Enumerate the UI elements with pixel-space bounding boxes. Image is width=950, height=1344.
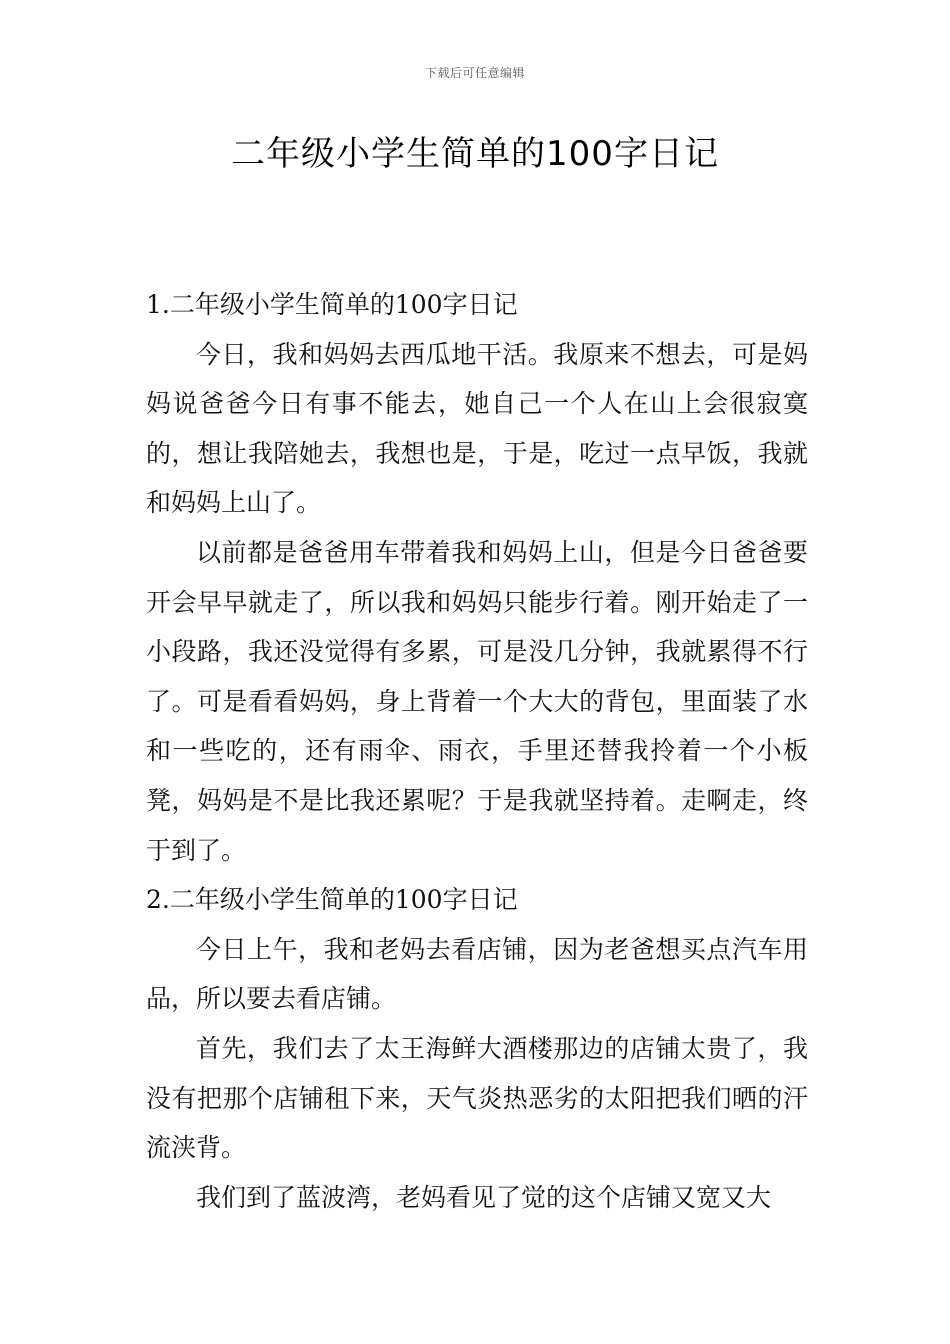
body-paragraph: 首先，我们去了太王海鲜大酒楼那边的店铺太贵了，我没有把那个店铺租下来，天气炎热恶劣的太阳把我们晒的汗流浃背。 <box>146 1033 808 1163</box>
section-heading: 1.二年级小学生简单的100字日记 <box>146 290 518 319</box>
section-heading: 2.二年级小学生简单的100字日记 <box>146 885 518 915</box>
body-paragraph: 今日上午，我和老妈去看店铺，因为老爸想买点汽车用品，所以要去看店铺。 <box>146 934 808 1014</box>
body-paragraph: 今日，我和妈妈去西瓜地干活。我原来不想去，可是妈妈说爸爸今日有事不能去，她自己一个人在山上会很寂寞的，想让我陪她去，我想也是，于是，吃过一点早饭，我就和妈妈上山了。 <box>146 339 808 518</box>
document-title: 二年级小学生简单的100字日记 <box>231 134 719 174</box>
body-paragraph: 以前都是爸爸用车带着我和妈妈上山，但是今日爸爸要开会早早就走了，所以我和妈妈只能步行着。刚开始走了一小段路，我还没觉得有多累，可是没几分钟，我就累得不行了。可是看看妈妈，身上背着一个大大的背包，里面装了水和一些吃的，还有雨伞、雨衣，手里还替我拎着一个小板凳，妈妈是不是比我还累呢？于是我就坚持着。走啊走，终于到了。 <box>146 537 808 865</box>
header-note: 下载后可任意编辑 <box>424 66 525 80</box>
body-paragraph: 我们到了蓝波湾，老妈看见了觉的这个店铺又宽又大 <box>196 1182 772 1212</box>
document-body <box>146 280 808 1222</box>
